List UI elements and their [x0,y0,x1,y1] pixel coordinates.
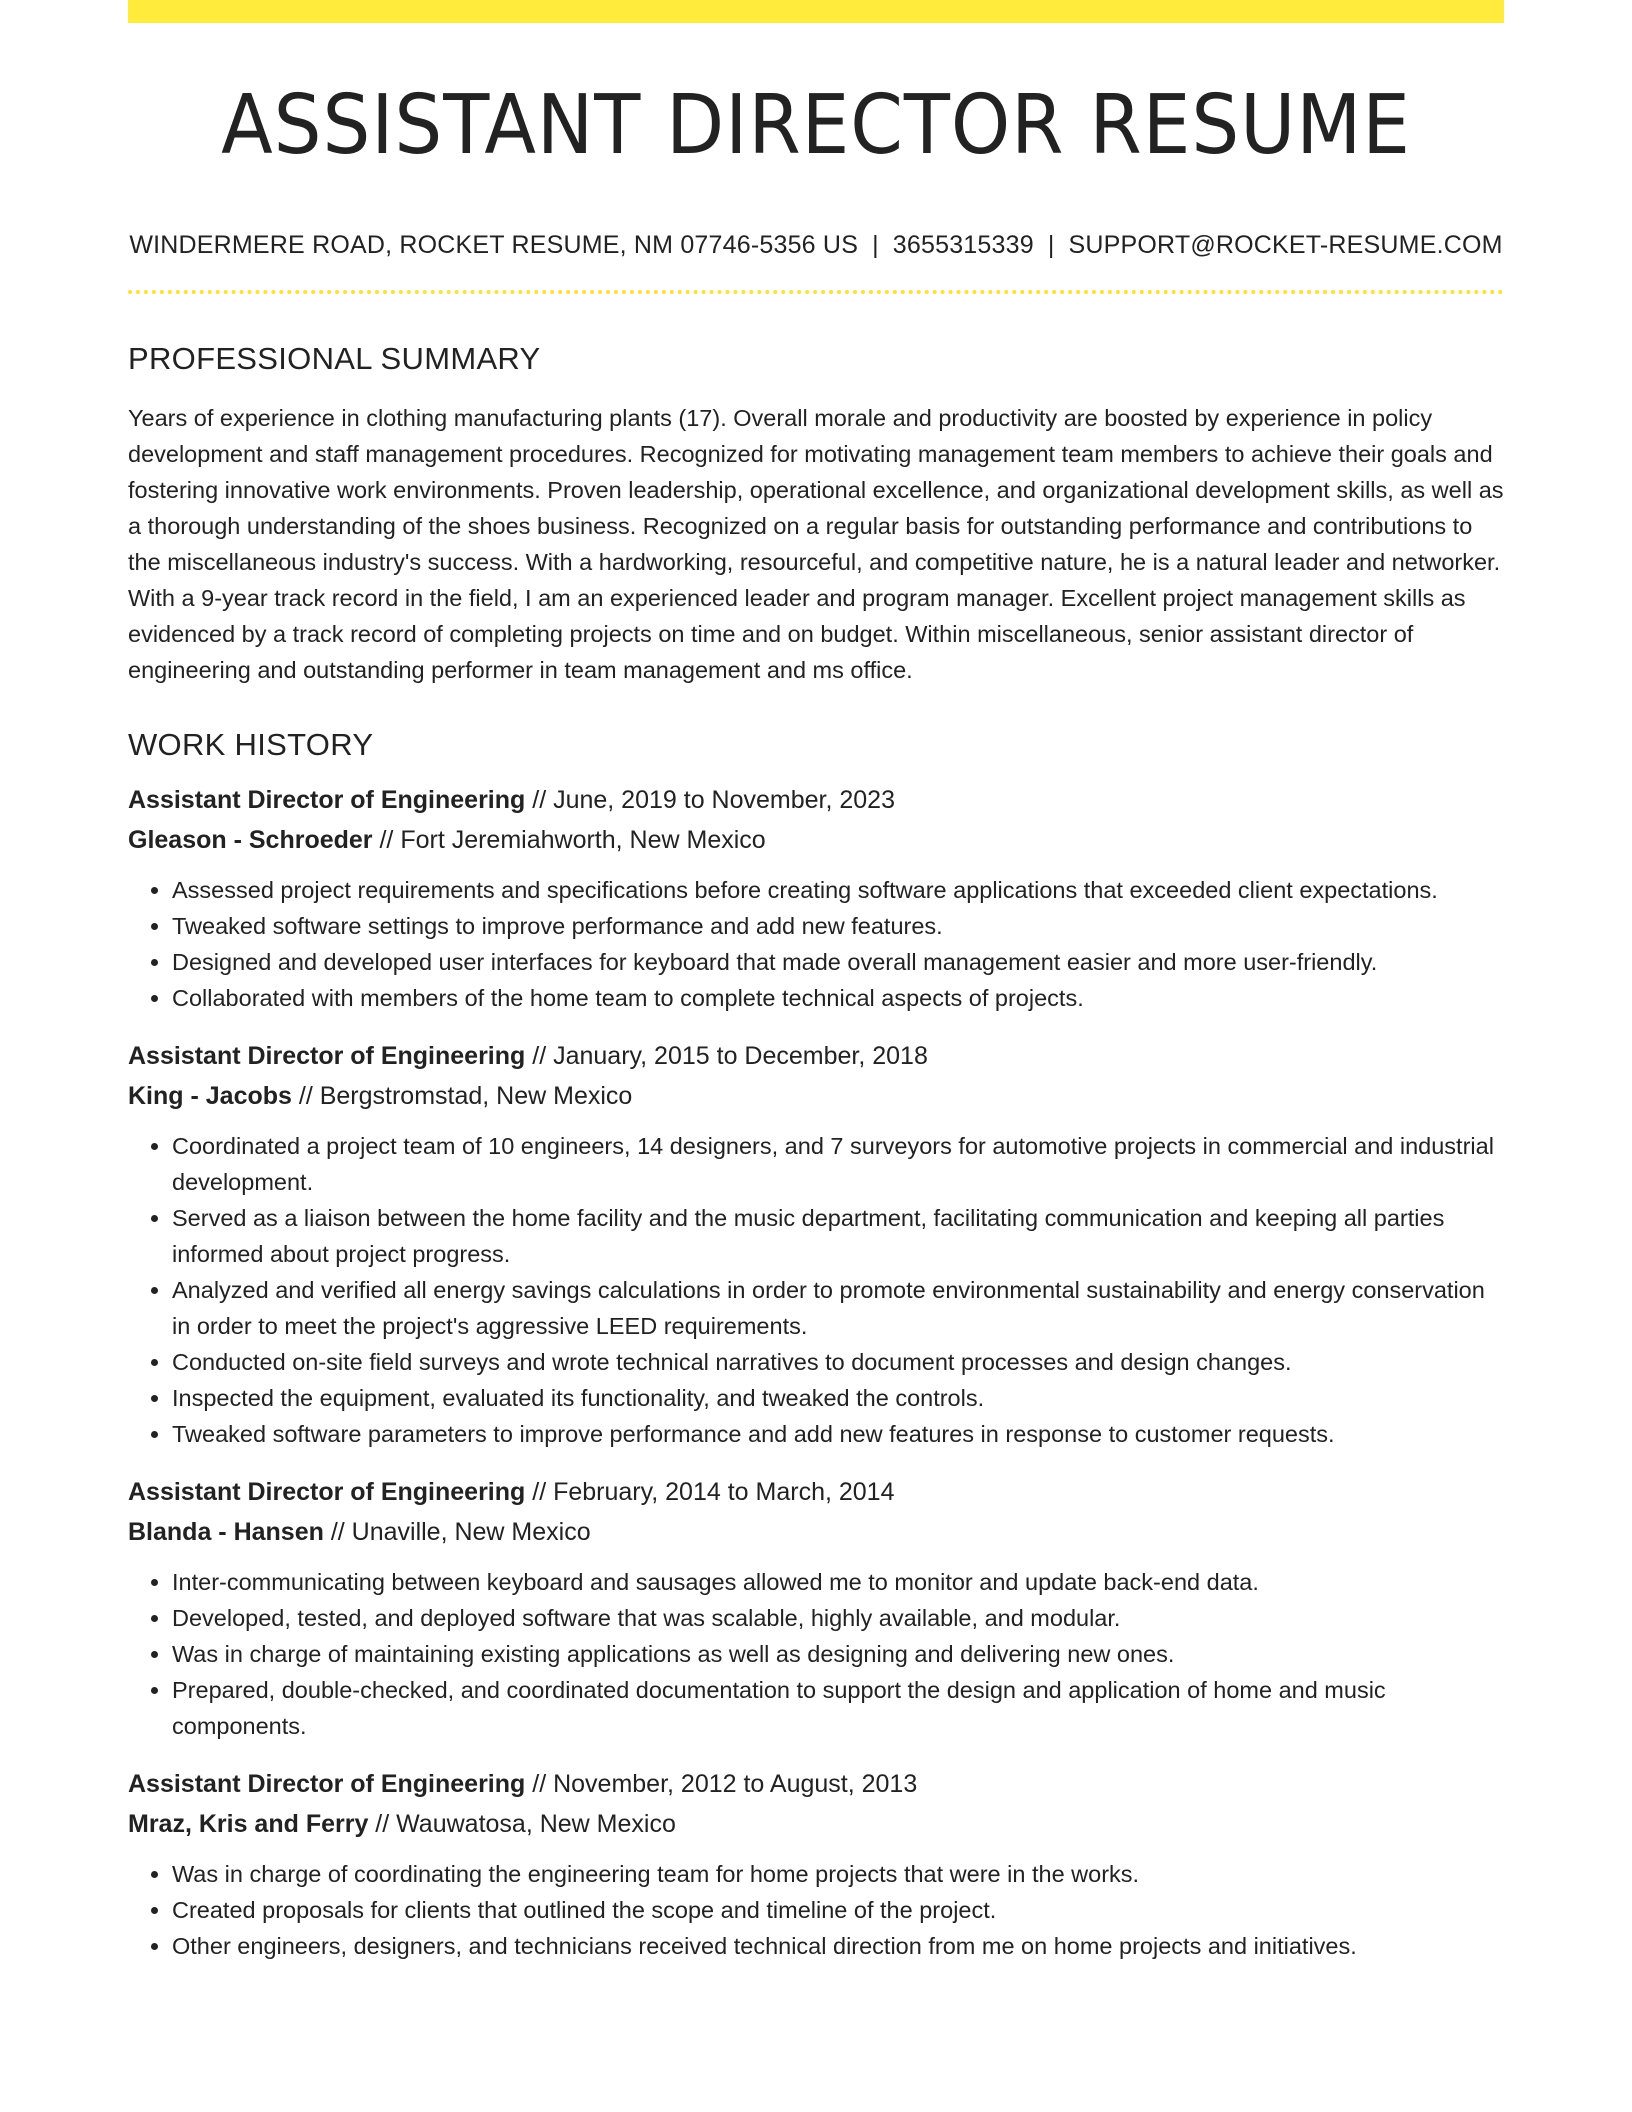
job-bullet: • Designed and developed user interfaces for keyboard that made overall management easier and more user-friendly. [172,944,1504,980]
contact-line [128,231,1504,260]
job-bullet: • Served as a liaison between the home facility and the music department, facilitating communication and keeping all parties informed about project progress. [172,1200,1504,1272]
job-dates: // June, 2019 to November, 2023 [525,786,895,814]
work-history-list [128,780,1504,1964]
job-bullets [128,1128,1504,1452]
job-bullet: • Prepared, double-checked, and coordinated documentation to support the design and application of home and music components. [172,1672,1504,1744]
job-company: King - Jacobs [128,1082,292,1110]
job-role-line [128,1472,1504,1512]
summary-heading: PROFESSIONAL SUMMARY [128,341,541,376]
job-bullets [128,1564,1504,1744]
job-dates: // January, 2015 to December, 2018 [525,1042,928,1070]
job-bullet: • Was in charge of coordinating the engineering team for home projects that were in the works. [172,1856,1504,1892]
job-bullet: • Tweaked software parameters to improve performance and add new features in response to customer requests. [172,1416,1504,1452]
job-bullet: • Conducted on-site field surveys and wrote technical narratives to document processes and design changes. [172,1344,1504,1380]
job-bullet: • Was in charge of maintaining existing applications as well as designing and delivering new ones. [172,1636,1504,1672]
job-entry [128,1036,1504,1452]
job-bullets [128,872,1504,1016]
job-company-line [128,1804,1504,1844]
job-company-line [128,820,1504,860]
job-role-line [128,780,1504,820]
contact-email: SUPPORT@ROCKET-RESUME.COM [1068,231,1503,259]
job-entry [128,780,1504,1016]
job-role: Assistant Director of Engineering [128,1478,526,1506]
job-dates: // November, 2012 to August, 2013 [525,1770,918,1798]
job-bullet: • Coordinated a project team of 10 engineers, 14 designers, and 7 surveyors for automotive projects in commercial and industrial development. [172,1128,1504,1200]
job-location: // Unaville, New Mexico [323,1518,591,1546]
job-location: // Wauwatosa, New Mexico [368,1810,676,1838]
job-entry [128,1472,1504,1744]
contact-separator: | [872,231,879,259]
job-bullet: • Developed, tested, and deployed software that was scalable, highly available, and modular. [172,1600,1504,1636]
job-bullet: • Inspected the equipment, evaluated its functionality, and tweaked the controls. [172,1380,1504,1416]
job-company: Mraz, Kris and Ferry [128,1810,369,1838]
job-bullet: • Assessed project requirements and specifications before creating software applications that exceeded client expectations. [172,872,1504,908]
job-role: Assistant Director of Engineering [128,1042,526,1070]
job-bullet: • Tweaked software settings to improve performance and add new features. [172,908,1504,944]
resume-page [128,0,1504,1964]
top-accent-bar [128,0,1504,23]
summary-text: Years of experience in clothing manufacturing plants (17). Overall morale and productivity are boosted by experience in policy development and staff management procedures. Recognized for motivating management team members to achieve their goals and fostering innovative work environments. Proven leadership, operational excellence, and organizational development skills, as well as a thorough understanding of the shoes business. Recognized on a regular basis for outstanding performance and contributions to the miscellaneous industry's success. With a hardworking, resourceful, and competitive nature, he is a natural leader and networker. With a 9-year track record in the field, I am an experienced leader and program manager. Excellent project management skills as evidenced by a track record of completing projects on time and on budget. Within miscellaneous, senior assistant director of engineering and outstanding performer in team management and ms office. [128,405,1504,683]
job-entry [128,1764,1504,1964]
job-bullet: • Created proposals for clients that outlined the scope and timeline of the project. [172,1892,1504,1928]
job-role: Assistant Director of Engineering [128,786,526,814]
job-role-line [128,1764,1504,1804]
job-company: Blanda - Hansen [128,1518,324,1546]
dotted-divider [128,290,1504,294]
job-location: // Fort Jeremiahworth, New Mexico [372,826,766,854]
contact-separator: | [1047,231,1055,259]
work-history-heading: WORK HISTORY [128,727,374,762]
job-company: Gleason - Schroeder [128,826,373,854]
job-dates: // February, 2014 to March, 2014 [525,1478,895,1506]
job-bullet: • Collaborated with members of the home team to complete technical aspects of projects. [172,980,1504,1016]
job-bullet: • Other engineers, designers, and technicians received technical direction from me on home projects and initiatives. [172,1928,1504,1964]
job-bullet: • Inter-communicating between keyboard and sausages allowed me to monitor and update back-end data. [172,1564,1504,1600]
job-bullets [128,1856,1504,1964]
job-location: // Bergstromstad, New Mexico [291,1082,633,1110]
contact-phone: 3655315339 [892,231,1034,259]
resume-title: ASSISTANT DIRECTOR RESUME [221,78,1411,173]
job-role-line [128,1036,1504,1076]
job-role: Assistant Director of Engineering [128,1770,526,1798]
job-company-line [128,1076,1504,1116]
job-bullet: • Analyzed and verified all energy savings calculations in order to promote environmental sustainability and energy conservation in order to meet the project's aggressive LEED requirements. [172,1272,1504,1344]
contact-address: WINDERMERE ROAD, ROCKET RESUME, NM 07746-5356 US [129,231,859,259]
job-company-line [128,1512,1504,1552]
